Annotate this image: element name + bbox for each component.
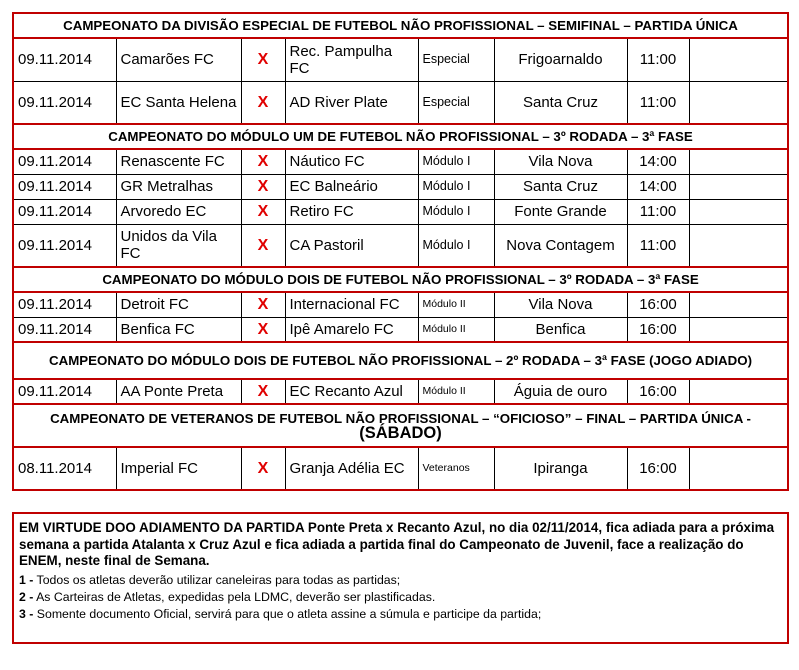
match-date: 09.11.2014 <box>13 38 116 81</box>
venue: Benfica <box>494 317 627 342</box>
kickoff-time: 11:00 <box>627 199 689 224</box>
empty-cell <box>689 81 788 124</box>
venue: Ipiranga <box>494 447 627 490</box>
section-header <box>13 404 788 447</box>
away-team: AD River Plate <box>285 81 418 124</box>
match-date: 09.11.2014 <box>13 149 116 174</box>
versus-mark: X <box>241 379 285 404</box>
venue: Frigoarnaldo <box>494 38 627 81</box>
away-team: Náutico FC <box>285 149 418 174</box>
match-row <box>13 292 788 317</box>
match-row <box>13 317 788 342</box>
match-date: 09.11.2014 <box>13 317 116 342</box>
match-row <box>13 199 788 224</box>
away-team: Retiro FC <box>285 199 418 224</box>
kickoff-time: 11:00 <box>627 81 689 124</box>
category: Módulo I <box>418 224 494 267</box>
kickoff-time: 16:00 <box>627 447 689 490</box>
home-team: Arvoredo EC <box>116 199 241 224</box>
section-title: CAMPEONATO DO MÓDULO UM DE FUTEBOL NÃO PROFISSIONAL – 3º RODADA – 3ª FASE <box>13 124 788 149</box>
match-date: 09.11.2014 <box>13 292 116 317</box>
notice-item-number: 2 - <box>19 589 34 604</box>
category: Módulo II <box>418 292 494 317</box>
away-team: Internacional FC <box>285 292 418 317</box>
section-header <box>13 124 788 149</box>
match-date: 08.11.2014 <box>13 447 116 490</box>
notice-item-text: Todos os atletas deverão utilizar caneleiras para todas as partidas; <box>33 572 401 587</box>
away-team: EC Balneário <box>285 174 418 199</box>
versus-mark: X <box>241 149 285 174</box>
category: Módulo II <box>418 317 494 342</box>
match-row <box>13 379 788 404</box>
section-title: CAMPEONATO DO MÓDULO DOIS DE FUTEBOL NÃO PROFISSIONAL – 2º RODADA – 3ª FASE (JOGO ADIADO) <box>13 342 788 379</box>
versus-mark: X <box>241 317 285 342</box>
section-title: CAMPEONATO DE VETERANOS DE FUTEBOL NÃO PROFISSIONAL – “OFICIOSO” – FINAL – PARTIDA ÚNICA - <box>50 410 751 426</box>
kickoff-time: 11:00 <box>627 224 689 267</box>
notice-box <box>12 512 789 644</box>
home-team: Imperial FC <box>116 447 241 490</box>
versus-mark: X <box>241 199 285 224</box>
empty-cell <box>689 224 788 267</box>
notice-item <box>19 589 782 606</box>
match-row <box>13 224 788 267</box>
category: Módulo I <box>418 149 494 174</box>
versus-mark: X <box>241 447 285 490</box>
venue: Nova Contagem <box>494 224 627 267</box>
kickoff-time: 16:00 <box>627 379 689 404</box>
home-team: Camarões FC <box>116 38 241 81</box>
empty-cell <box>689 174 788 199</box>
versus-mark: X <box>241 81 285 124</box>
notice-item-number: 3 - <box>19 607 34 622</box>
empty-cell <box>689 447 788 490</box>
match-date: 09.11.2014 <box>13 81 116 124</box>
match-row <box>13 38 788 81</box>
home-team: GR Metralhas <box>116 174 241 199</box>
home-team: Benfica FC <box>116 317 241 342</box>
match-row <box>13 447 788 490</box>
versus-mark: X <box>241 224 285 267</box>
empty-cell <box>689 317 788 342</box>
section-header <box>13 267 788 292</box>
versus-mark: X <box>241 174 285 199</box>
empty-cell <box>689 149 788 174</box>
kickoff-time: 16:00 <box>627 317 689 342</box>
home-team: AA Ponte Preta <box>116 379 241 404</box>
match-row <box>13 174 788 199</box>
match-date: 09.11.2014 <box>13 224 116 267</box>
section-header <box>13 13 788 38</box>
venue: Santa Cruz <box>494 81 627 124</box>
match-date: 09.11.2014 <box>13 199 116 224</box>
away-team: Granja Adélia EC <box>285 447 418 490</box>
venue: Fonte Grande <box>494 199 627 224</box>
versus-mark: X <box>241 292 285 317</box>
kickoff-time: 16:00 <box>627 292 689 317</box>
category: Especial <box>418 38 494 81</box>
notice-item <box>19 606 782 623</box>
section-title-emphasis: (SÁBADO) <box>359 423 442 442</box>
category: Veteranos <box>418 447 494 490</box>
venue: Santa Cruz <box>494 174 627 199</box>
kickoff-time: 11:00 <box>627 38 689 81</box>
category: Módulo I <box>418 199 494 224</box>
venue: Águia de ouro <box>494 379 627 404</box>
category: Módulo II <box>418 379 494 404</box>
section-title-cell <box>13 404 788 447</box>
away-team: Ipê Amarelo FC <box>285 317 418 342</box>
notice-item-text: As Carteiras de Atletas, expedidas pela LDMC, deverão ser plastificadas. <box>33 589 436 604</box>
notice-item-text: Somente documento Oficial, servirá para que o atleta assine a súmula e participe da partida; <box>33 607 542 622</box>
notice-item-number: 1 - <box>19 572 34 587</box>
notice-headline: EM VIRTUDE DOO ADIAMENTO DA PARTIDA Ponte Preta x Recanto Azul, no dia 02/11/2014, fica adiada para a próxima semana a partida Atalanta x Cruz Azul e fica adiada a partida final do Campeonato de Juvenil, face a realização do ENEM, neste final de Semana. <box>19 520 775 568</box>
away-team: CA Pastoril <box>285 224 418 267</box>
away-team: Rec. Pampulha FC <box>285 38 418 81</box>
kickoff-time: 14:00 <box>627 149 689 174</box>
home-team: Unidos da Vila FC <box>116 224 241 267</box>
home-team: EC Santa Helena <box>116 81 241 124</box>
empty-cell <box>689 379 788 404</box>
empty-cell <box>689 292 788 317</box>
category: Especial <box>418 81 494 124</box>
away-team: EC Recanto Azul <box>285 379 418 404</box>
empty-cell <box>689 199 788 224</box>
versus-mark: X <box>241 38 285 81</box>
match-date: 09.11.2014 <box>13 379 116 404</box>
notice-item <box>19 572 782 589</box>
section-header <box>13 342 788 379</box>
section-title: CAMPEONATO DA DIVISÃO ESPECIAL DE FUTEBOL NÃO PROFISSIONAL – SEMIFINAL – PARTIDA ÚNICA <box>13 13 788 38</box>
match-date: 09.11.2014 <box>13 174 116 199</box>
category: Módulo I <box>418 174 494 199</box>
empty-cell <box>689 38 788 81</box>
schedule-table <box>12 12 789 491</box>
venue: Vila Nova <box>494 292 627 317</box>
section-title: CAMPEONATO DO MÓDULO DOIS DE FUTEBOL NÃO PROFISSIONAL – 3º RODADA – 3ª FASE <box>13 267 788 292</box>
home-team: Detroit FC <box>116 292 241 317</box>
home-team: Renascente FC <box>116 149 241 174</box>
kickoff-time: 14:00 <box>627 174 689 199</box>
venue: Vila Nova <box>494 149 627 174</box>
match-row <box>13 149 788 174</box>
match-row <box>13 81 788 124</box>
